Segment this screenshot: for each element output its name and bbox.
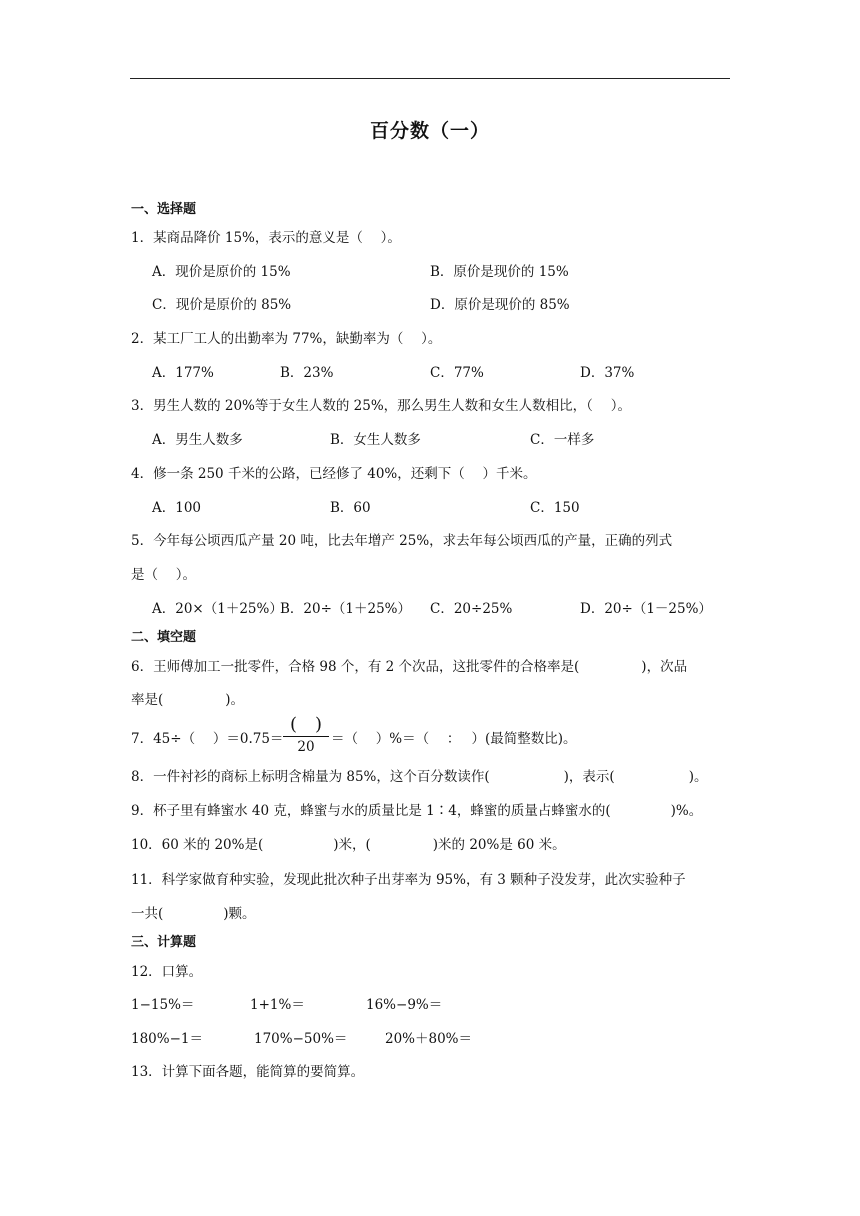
question-10 <box>131 833 566 853</box>
question-13-stem: 13．计算下面各题，能简算的要简算。 <box>131 1064 365 1080</box>
question-4-option-b: B．60 <box>330 500 371 516</box>
section-heading-calc: 三、计算题 <box>131 935 197 950</box>
question-5-stem-line2: 是（ ）。 <box>131 567 197 583</box>
header-rule <box>130 78 730 79</box>
question-9-text-b: )%。 <box>670 803 703 819</box>
question-4-stem: 4．修一条 250 千米的公路，已经修了 40%，还剩下（ ）千米。 <box>131 466 537 482</box>
fraction-denominator: 20 <box>297 739 315 755</box>
question-11-text-b: )颗。 <box>223 906 256 922</box>
mental-math-item: 1−15%＝ <box>131 997 195 1013</box>
question-5-option-c: C．20÷25% <box>430 601 513 617</box>
question-11-line2 <box>131 902 256 922</box>
question-6-text-a: 6．王师傅加工一批零件，合格 98 个，有 2 个次品，这批零件的合格率是( <box>131 659 580 675</box>
question-7-right: ＝（ ）%＝（ ： ）(最简整数比)。 <box>331 731 577 747</box>
question-2-stem: 2．某工厂工人的出勤率为 77%，缺勤率为（ ）。 <box>131 331 442 347</box>
page-title: 百分数（一） <box>369 120 490 142</box>
question-6-text-c: 率是( <box>131 692 164 708</box>
question-3-option-c: C．一样多 <box>530 432 595 448</box>
fraction-numerator[interactable]: ( ) <box>289 714 323 735</box>
mental-math-item: 180%−1＝ <box>131 1031 203 1047</box>
question-5-option-d: D．20÷（1－25%） <box>580 601 712 617</box>
question-1-option-c: C．现价是原价的 85% <box>152 297 292 313</box>
question-1-option-b: B．原价是现价的 15% <box>430 264 569 280</box>
question-10-text-a: 10．60 米的 20%是( <box>131 837 264 853</box>
question-11-text-a: 一共( <box>131 906 164 922</box>
question-1-option-a: A．现价是原价的 15% <box>152 264 291 280</box>
question-10-text-c: )米的 20%是 60 米。 <box>432 837 566 853</box>
question-6-line1 <box>131 655 687 675</box>
question-3-option-b: B．女生人数多 <box>330 432 421 448</box>
question-11-line1: 11．科学家做育种实验，发现此批次种子出芽率为 95%，有 3 颗种子没发芽，此次实验种子 <box>131 872 686 888</box>
question-3-option-a: A．男生人数多 <box>152 432 243 448</box>
mental-math-item: 170%−50%＝ <box>254 1031 348 1047</box>
question-3-stem: 3．男生人数的 20%等于女生人数的 25%，那么男生人数和女生人数相比，（ ）。 <box>131 398 631 414</box>
question-9 <box>131 799 702 819</box>
question-8-text-a: 8．一件衬衫的商标上标明含棉量为 85%，这个百分数读作( <box>131 769 490 785</box>
question-8-text-c: )。 <box>688 769 708 785</box>
question-4-option-a: A．100 <box>152 500 202 516</box>
question-1-option-d: D．原价是现价的 85% <box>430 297 570 313</box>
question-4-option-c: C．150 <box>530 500 580 516</box>
question-2-option-a: A．177% <box>152 365 214 381</box>
section-heading-choice: 一、选择题 <box>131 202 197 217</box>
question-8-text-b: )，表示( <box>563 769 615 785</box>
question-5-option-b: B．20÷（1＋25%） <box>280 601 412 617</box>
question-10-text-b: )米，( <box>333 837 371 853</box>
question-9-text-a: 9．杯子里有蜂蜜水 40 克，蜂蜜与水的质量比是 1∶4，蜂蜜的质量占蜂蜜水的( <box>131 803 611 819</box>
question-7-fraction <box>283 714 329 757</box>
question-2-option-d: D．37% <box>580 365 635 381</box>
question-6-text-d: )。 <box>225 692 245 708</box>
question-6-line2 <box>131 688 244 708</box>
question-8 <box>131 765 707 785</box>
mental-math-item: 16%−9%＝ <box>366 997 443 1013</box>
question-6-text-b: )，次品 <box>641 659 688 675</box>
question-2-option-b: B．23% <box>280 365 334 381</box>
mental-math-item: 20%＋80%＝ <box>385 1031 473 1047</box>
question-7-left: 7．45÷（ ）＝0.75＝ <box>131 731 284 747</box>
question-2-option-c: C．77% <box>430 365 484 381</box>
mental-math-item: 1+1%＝ <box>250 997 305 1013</box>
question-5-stem-line1: 5．今年每公顷西瓜产量 20 吨，比去年增产 25%，求去年每公顷西瓜的产量，正确的列式 <box>131 533 673 549</box>
question-5-option-a: A．20×（1＋25%） <box>152 601 283 617</box>
section-heading-fill: 二、填空题 <box>131 630 197 645</box>
question-12-stem: 12．口算。 <box>131 964 203 980</box>
question-1-stem: 1．某商品降价 15%，表示的意义是（ ）。 <box>131 230 401 246</box>
